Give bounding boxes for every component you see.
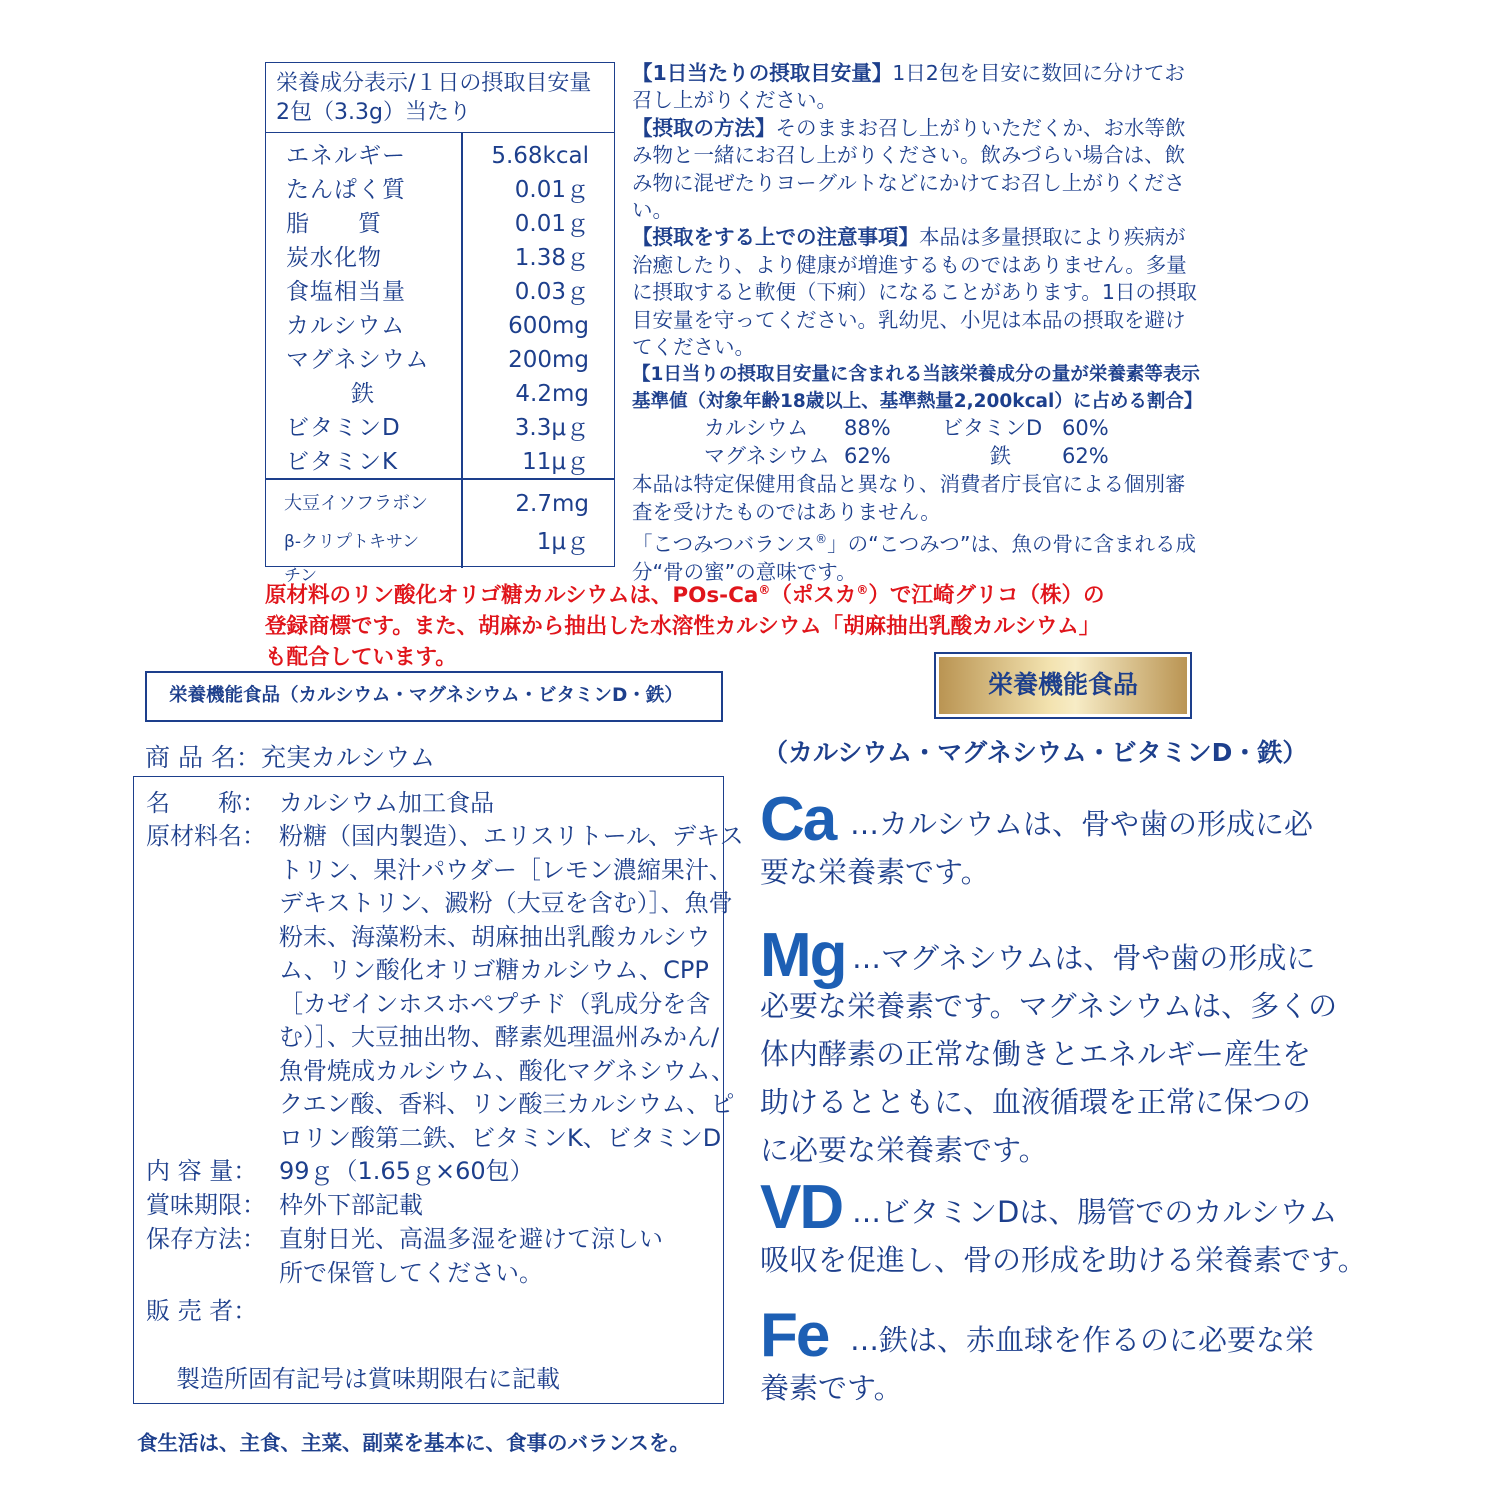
calcium-text: …カルシウムは、骨や歯の形成に必 要な栄養素です。 [760, 807, 1313, 889]
nutrition-header-line2: 2包（3.3g）当たり [276, 100, 471, 125]
nutrient-label: マグネシウム [286, 347, 430, 373]
nutrient-label: 脂 質 [286, 211, 382, 237]
product-name-label: 商 品 名： [145, 743, 261, 772]
nutrient-label: 炭水化物 [286, 245, 382, 271]
nutrient-value: 4.2mg [515, 381, 589, 407]
product-name-value: 充実カルシウム [260, 743, 436, 772]
nutrient-label: たんぱく質 [286, 177, 406, 203]
info-value: カルシウム加工食品 [279, 789, 495, 817]
nutrition-header [266, 63, 614, 133]
magnesium-symbol: Mg [760, 921, 846, 990]
info-value: 枠外下部記載 [279, 1191, 423, 1219]
product-name-row [145, 738, 435, 774]
nutrition-rows [266, 133, 614, 586]
nutrient-value: 3.3μｇ [514, 415, 589, 441]
functional-food-label-box: 栄養機能食品（カルシウム・マグネシウム・ビタミンD・鉄） [145, 671, 723, 722]
nutrition-row [266, 275, 614, 309]
caution-paragraph: 【摂取をする上での注意事項】本品は多量摂取により疾病が治癒したり、より健康が増進するものではありません。多量に摂取すると軟便（下痢）になることがあります。1日の摂取目安量を守ってください。乳幼児、小児は本品の摂取を避けてください。 [632, 225, 1197, 360]
nutrition-row [266, 343, 614, 377]
nutrition-row [266, 445, 614, 479]
ratio-name: カルシウム [704, 416, 809, 441]
nutrition-row [266, 173, 614, 207]
product-info-box [133, 776, 744, 1404]
nutrient-label: 鉄 [351, 381, 375, 407]
nutrient-value: 11μｇ [522, 449, 589, 475]
info-label: 保存方法： [146, 1225, 266, 1253]
iron-symbol: Fe [760, 1301, 829, 1370]
trademark-line1: 原材料のリン酸化オリゴ糖カルシウムは、POs-Ca®（ポスカ®）で江崎グリコ（株）の [265, 583, 1105, 609]
ratio-value: 62% [844, 444, 891, 469]
info-label: 名 称： [146, 789, 266, 817]
ratio-value: 88% [844, 416, 891, 441]
nutrient-value: 200mg [508, 347, 589, 373]
vitamin-d-text: …ビタミンDは、腸管でのカルシウム 吸収を促進し、骨の形成を助ける栄養素です。 [760, 1195, 1367, 1277]
ratio-value: 62% [1062, 444, 1109, 469]
magnesium-text: …マグネシウムは、骨や歯の形成に 必要な栄養素です。マグネシウムは、多くの 体内酵素の正常な働きとエネルギー産生を 助けるとともに、血液循環を正常に保つの に必要な栄養素です。 [760, 941, 1338, 1167]
nutrient-value: 1.38ｇ [514, 245, 589, 271]
info-value: 99ｇ（1.65ｇ×60包） [279, 1157, 534, 1185]
nutrient-label: カルシウム [286, 313, 406, 339]
nutrition-row [266, 207, 614, 241]
ratio-grid [632, 415, 1202, 471]
nutrient-value: 0.03ｇ [514, 279, 589, 305]
ratio-value: 60% [1062, 416, 1109, 441]
diet-balance-note: 食生活は、主食、主菜、副菜を基本に、食事のバランスを。 [137, 1431, 690, 1455]
nutrient-value: 5.68kcal [491, 143, 589, 169]
brand-name-note: 「こつみつバランス®」の“こつみつ”は、魚の骨に含まれる成分“骨の蜜”の意味です。 [632, 532, 1196, 584]
nutrition-row [266, 139, 614, 173]
ratio-name: ビタミンD [942, 416, 1043, 441]
trademark-line2: 登録商標です。また、胡麻から抽出した水溶性カルシウム「胡麻抽出乳酸カルシウム」 [265, 614, 1101, 640]
method-paragraph: 【摂取の方法】そのままお召し上がりいただくか、お水等飲み物と一緒にお召し上がりください。飲みづらい場合は、飲み物に混ぜたりヨーグルトなどにかけてお召し上がりください。 [632, 115, 1186, 223]
ingredients-list: 粉糖（国内製造）、エリスリトール、デキス トリン、果汁パウダー［レモン濃縮果汁、 デキストリン、澱粉（大豆を含む）］、魚骨 粉末、海藻粉末、胡麻抽出乳酸カルシウ ム、リン酸化オリゴ糖カルシウム、CPP ［カゼインホスホペプチド（乳成分を含 む）］、大豆抽出物、酵素処理温州みかん/ 魚骨焼成カルシウム、酸化マグネシウム、 クエン酸、香料、リン酸三カルシウム、ピ ロリン酸第二鉄、ビタミンK、ビタミンD [279, 822, 744, 1152]
info-label: 賞味期限： [146, 1191, 266, 1219]
nutrient-label: 食塩相当量 [286, 279, 406, 305]
trademark-line3: も配合しています。 [265, 645, 457, 671]
iron-text: …鉄は、赤血球を作るのに必要な栄 養素です。 [760, 1323, 1315, 1405]
nutrition-column-divider [461, 133, 463, 568]
info-value: 直射日光、高温多湿を避けて涼しい 所で保管してください。 [279, 1225, 663, 1287]
functional-food-badge: 栄養機能食品 [934, 652, 1192, 719]
nutrition-header-line1: 栄養成分表示/１日の摂取目安量 [276, 71, 592, 96]
nutrition-row [266, 377, 614, 411]
info-label: 原材料名： [146, 822, 266, 850]
nutrient-label: β-クリプトキサンチン [284, 532, 420, 586]
factory-code-note: 製造所固有記号は賞味期限右に記載 [176, 1365, 560, 1393]
nutrient-label: ビタミンD [286, 415, 401, 441]
intake-paragraph: 【1日当たりの摂取目安量】1日2包を目安に数回に分けてお召し上がりください。 [632, 61, 1185, 113]
nutrition-extra-row [266, 525, 614, 586]
nutrient-label: エネルギー [286, 143, 406, 169]
nutrient-label: 大豆イソフラボン [284, 493, 428, 514]
nutrition-extra-row [266, 487, 614, 521]
vitamin-d-symbol: VD [760, 1173, 843, 1242]
intake-notes [632, 60, 1202, 586]
ratio-name: マグネシウム [704, 444, 830, 469]
nutrition-row [266, 241, 614, 275]
nutrition-divider [266, 478, 614, 480]
ratio-heading: 【1日当りの摂取目安量に含まれる当該栄養成分の量が栄養素等表示基準値（対象年齢18歳以上、基準熱量2,200kcal）に占める割合】 [632, 364, 1203, 413]
disclaimer: 本品は特定保健用食品と異なり、消費者庁長官による個別審査を受けたものではありません。 [632, 472, 1186, 524]
info-label: 内 容 量： [146, 1157, 258, 1185]
nutrient-value: 600mg [508, 313, 589, 339]
nutrition-row [266, 309, 614, 343]
ratio-name: 鉄 [990, 444, 1011, 469]
nutrition-facts-table [265, 62, 615, 586]
info-label: 販 売 者： [146, 1297, 258, 1325]
calcium-symbol: Ca [760, 785, 836, 854]
nutrient-value: 0.01ｇ [514, 211, 589, 237]
functional-food-subtitle: （カルシウム・マグネシウム・ビタミンD・鉄） [763, 738, 1308, 767]
nutrition-row [266, 411, 614, 445]
nutrient-value: 1μｇ [536, 529, 589, 555]
nutrient-value: 2.7mg [515, 491, 589, 517]
nutrient-label: ビタミンK [286, 449, 399, 475]
nutrient-value: 0.01ｇ [514, 177, 589, 203]
nutrient-functions [760, 780, 1380, 1420]
